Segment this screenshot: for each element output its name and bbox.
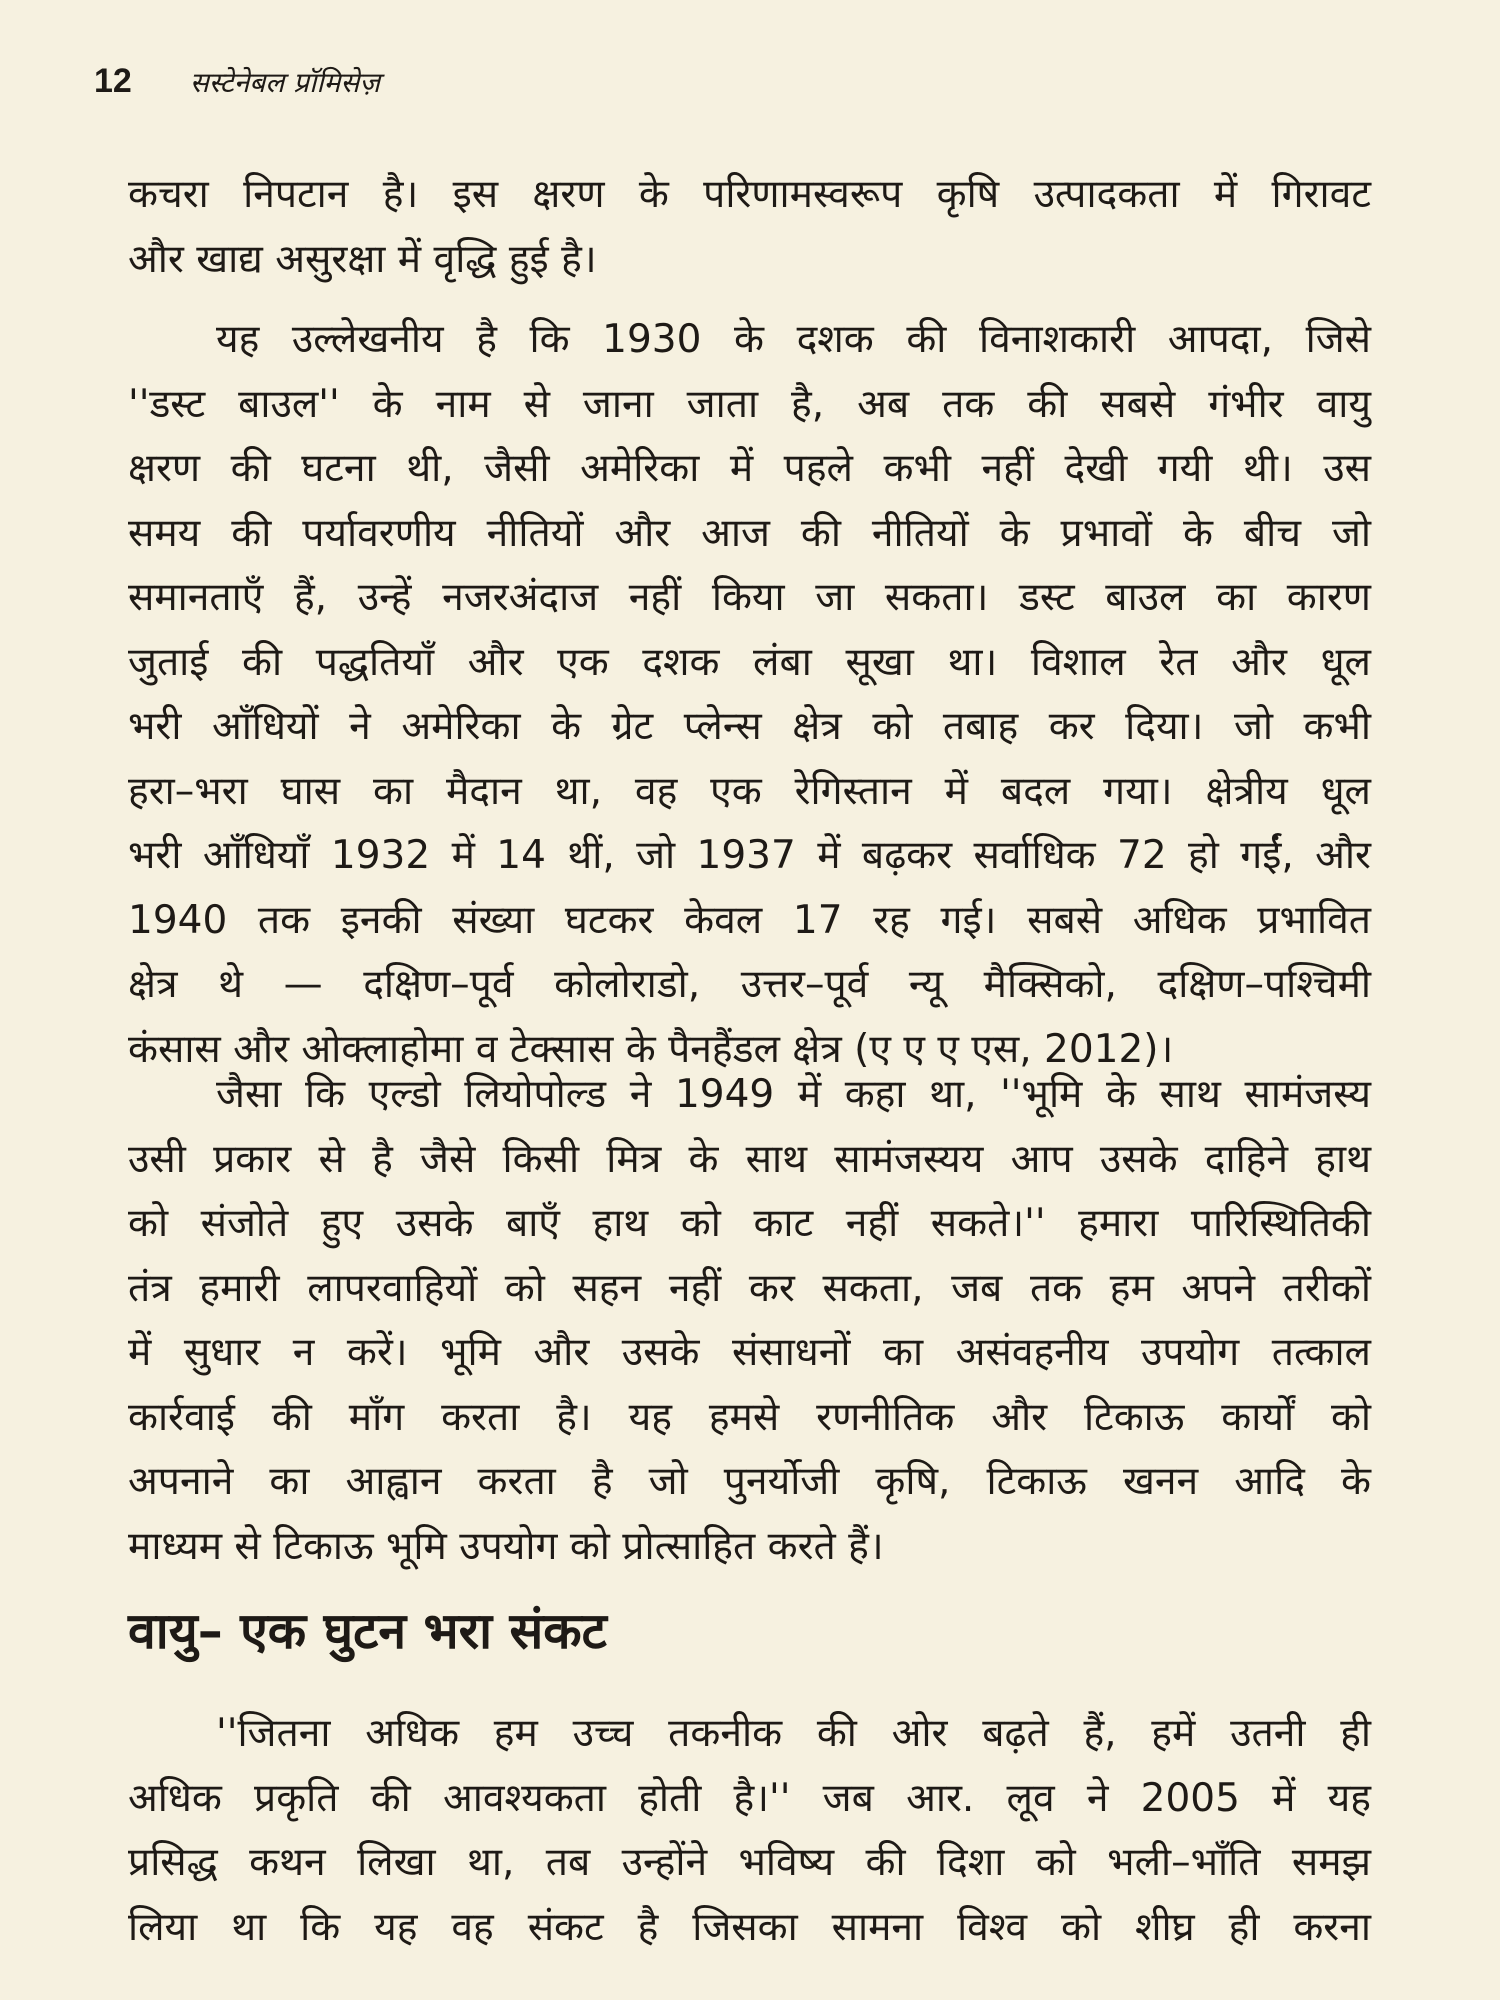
- paragraph-line: जैसा कि एल्डो लियोपोल्ड ने 1949 में कहा था, ''भूमि के साथ सामंजस्य: [216, 1072, 1371, 1117]
- page-number: 12: [94, 62, 132, 100]
- paragraph-line: भरी आँधियाँ 1932 में 14 थीं, जो 1937 में बढ़कर सर्वाधिक 72 हो गईं, और: [128, 833, 1371, 878]
- paragraph-line: समय की पर्यावरणीय नीतियों और आज की नीतियों के प्रभावों के बीच जो: [128, 510, 1371, 556]
- paragraph-line: उसी प्रकार से है जैसे किसी मित्र के साथ सामंजस्यय आप उसके दाहिने हाथ: [128, 1136, 1371, 1182]
- paragraph-line: प्रसिद्ध कथन लिखा था, तब उन्होंने भविष्य की दिशा को भली–भाँति समझ: [128, 1840, 1371, 1885]
- paragraph-line: समानताएँ हैं, उन्हें नजरअंदाज नहीं किया जा सकता। डस्ट बाउल का कारण: [128, 575, 1371, 620]
- paragraph-line: कचरा निपटान है। इस क्षरण के परिणामस्वरूप कृषि उत्पादकता में गिरावट: [128, 172, 1371, 217]
- paragraph-line: 1940 तक इनकी संख्या घटकर केवल 17 रह गई। सबसे अधिक प्रभावित: [128, 897, 1371, 943]
- running-header: [94, 62, 380, 106]
- paragraph-line: भरी आँधियों ने अमेरिका के ग्रेट प्लेन्स क्षेत्र को तबाह कर दिया। जो कभी: [128, 704, 1371, 749]
- paragraph-line: माध्यम से टिकाऊ भूमि उपयोग को प्रोत्साहित करते हैं।: [128, 1523, 884, 1569]
- book-title: सस्टेनेबल प्रॉमिसेज़: [189, 66, 381, 99]
- paragraph-line: तंत्र हमारी लापरवाहियों को सहन नहीं कर सकता, जब तक हम अपने तरीकों: [128, 1265, 1371, 1311]
- paragraph-line: को संजोते हुए उसके बाएँ हाथ को काट नहीं सकते।'' हमारा पारिस्थितिकी: [128, 1201, 1371, 1246]
- paragraph-line: कार्रवाई की माँग करता है। यह हमसे रणनीतिक और टिकाऊ कार्यों को: [128, 1394, 1371, 1440]
- paragraph-line: और खाद्य असुरक्षा में वृद्धि हुई है।: [128, 236, 597, 282]
- paragraph-line: लिया था कि यह वह संकट है जिसका सामना विश्व को शीघ्र ही करना: [128, 1904, 1371, 1950]
- paragraph-line: यह उल्लेखनीय है कि 1930 के दशक की विनाशकारी आपदा, जिसे: [216, 317, 1371, 362]
- paragraph-2: [128, 308, 1371, 1082]
- section-paragraph: [128, 1702, 1371, 1960]
- paragraph-3: [128, 1063, 1371, 1579]
- paragraph-line: अधिक प्रकृति की आवश्यकता होती है।'' जब आर. लूव ने 2005 में यह: [128, 1775, 1371, 1821]
- paragraph-line: कंसास और ओक्लाहोमा व टेक्सास के पैनहैंडल क्षेत्र (ए ए ए एस, 2012)।: [128, 1026, 1174, 1072]
- paragraph-line: हरा–भरा घास का मैदान था, वह एक रेगिस्तान में बदल गया। क्षेत्रीय धूल: [128, 768, 1371, 814]
- paragraph-line: जुताई की पद्धतियाँ और एक दशक लंबा सूखा था। विशाल रेत और धूल: [128, 639, 1371, 685]
- paragraph-line: ''डस्ट बाउल'' के नाम से जाना जाता है, अब तक की सबसे गंभीर वायु: [128, 381, 1371, 427]
- paragraph-1: [128, 163, 1371, 292]
- paragraph-line: ''जितना अधिक हम उच्च तकनीक की ओर बढ़ते हैं, हमें उतनी ही: [216, 1711, 1371, 1756]
- paragraph-line: में सुधार न करें। भूमि और उसके संसाधनों का असंवहनीय उपयोग तत्काल: [128, 1330, 1371, 1375]
- section-heading: वायु– एक घुटन भरा संकट: [128, 1602, 607, 1660]
- paragraph-line: अपनाने का आह्वान करता है जो पुनर्योजी कृषि, टिकाऊ खनन आदि के: [128, 1459, 1371, 1504]
- paragraph-line: क्षरण की घटना थी, जैसी अमेरिका में पहले कभी नहीं देखी गयी थी। उस: [128, 446, 1371, 491]
- paragraph-line: क्षेत्र थे — दक्षिण–पूर्व कोलोराडो, उत्तर–पूर्व न्यू मैक्सिको, दक्षिण–पश्चिमी: [128, 962, 1371, 1007]
